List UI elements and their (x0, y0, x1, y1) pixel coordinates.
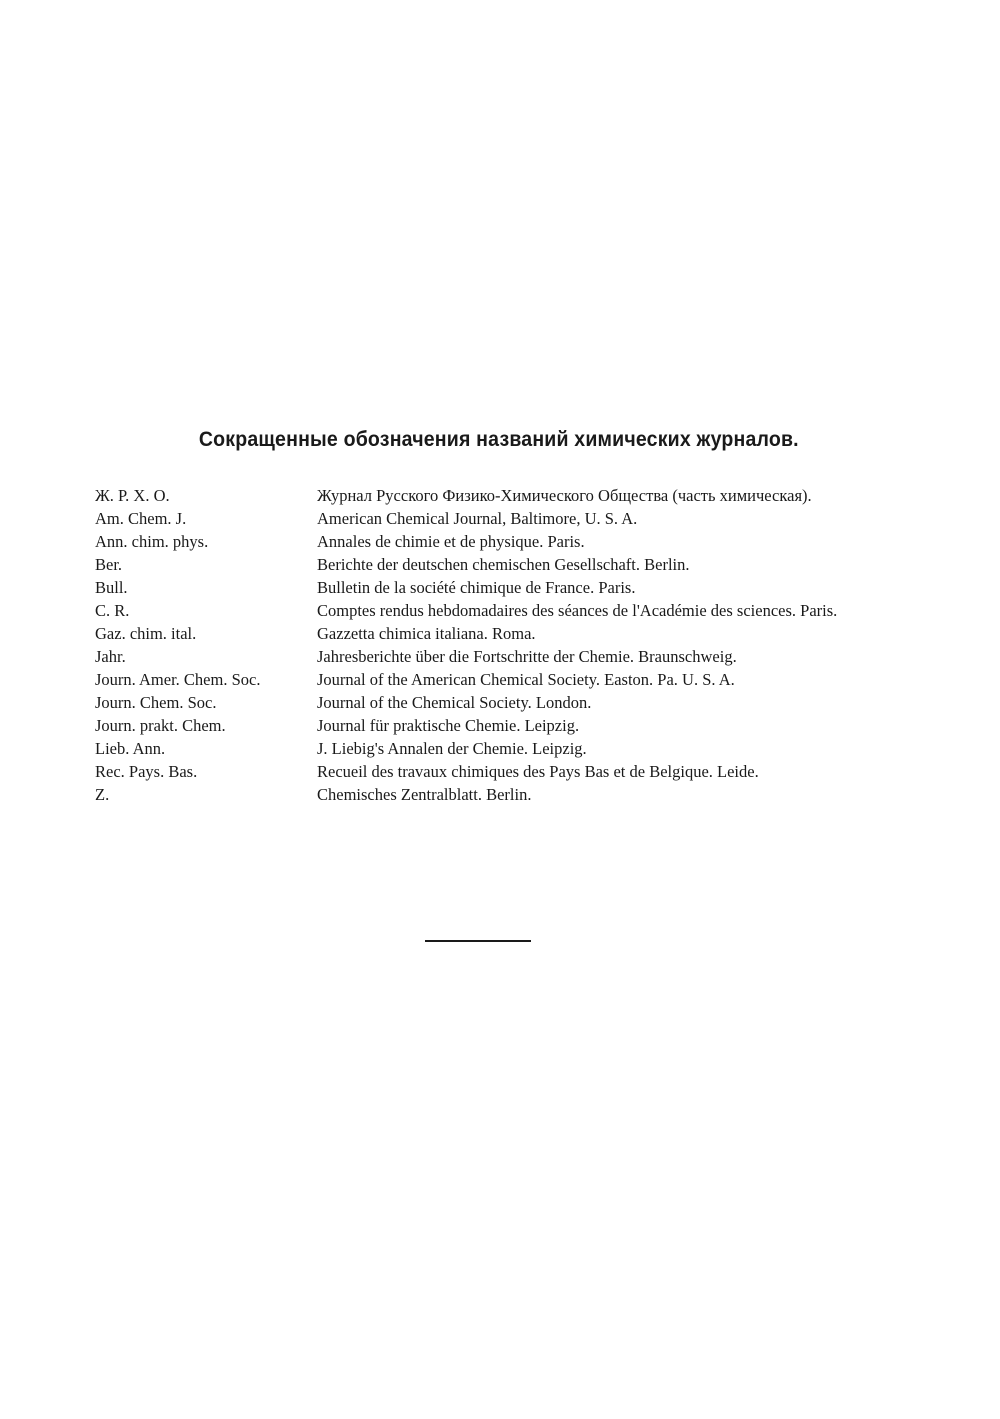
abbreviation: C. R. (95, 601, 130, 620)
list-item (95, 668, 870, 691)
journal-name: Chemisches Zentralblatt. Berlin. (317, 785, 532, 804)
journal-name: Journal of the American Chemical Society. Easton. Pa. U. S. A. (317, 670, 735, 689)
abbreviation: Journ. Amer. Chem. Soc. (95, 670, 261, 689)
list-item (95, 760, 870, 783)
abbreviation: Am. Chem. J. (95, 509, 187, 528)
list-item (95, 714, 870, 737)
journal-name: Bulletin de la société chimique de France. Paris. (317, 578, 636, 597)
list-item (95, 783, 870, 806)
abbreviation: Rec. Pays. Bas. (95, 762, 198, 781)
list-item (95, 576, 870, 599)
list-item (95, 622, 870, 645)
abbreviation: Ber. (95, 555, 123, 574)
list-item (95, 553, 870, 576)
abbreviation: Ann. chim. phys. (95, 532, 209, 551)
abbreviation: Journ. Chem. Soc. (95, 693, 217, 712)
journal-name: J. Liebig's Annalen der Chemie. Leipzig. (317, 739, 587, 758)
abbreviation: Lieb. Ann. (95, 739, 166, 758)
list-item (95, 691, 870, 714)
journal-name: Jahresberichte über die Fortschritte der Chemie. Braunschweig. (317, 647, 737, 666)
list-item (95, 599, 870, 622)
journal-name: Journal für praktische Chemie. Leipzig. (317, 716, 580, 735)
page-title: Сокращенные обозначения названий химических журналов. (198, 428, 799, 451)
abbreviation: Z. (95, 785, 110, 804)
abbreviation: Jahr. (95, 647, 126, 666)
list-item (95, 530, 870, 553)
abbreviation: Ж. Р. Х. О. (95, 486, 170, 505)
list-item (95, 484, 870, 507)
journal-name: Comptes rendus hebdomadaires des séances de l'Académie des sciences. Paris. (317, 601, 838, 620)
journal-name: Annales de chimie et de physique. Paris. (317, 532, 585, 551)
abbreviation-list (95, 484, 870, 806)
journal-name: Berichte der deutschen chemischen Gesellschaft. Berlin. (317, 555, 690, 574)
abbreviation: Journ. prakt. Chem. (95, 716, 226, 735)
list-item (95, 507, 870, 530)
journal-name: Journal of the Chemical Society. London. (317, 693, 592, 712)
list-item (95, 737, 870, 760)
list-item (95, 645, 870, 668)
journal-name: Recueil des travaux chimiques des Pays Bas et de Belgique. Leide. (317, 762, 759, 781)
abbreviation: Gaz. chim. ital. (95, 624, 197, 643)
journal-name: American Chemical Journal, Baltimore, U. S. A. (317, 509, 638, 528)
closing-rule (425, 940, 531, 942)
journal-name: Gazzetta chimica italiana. Roma. (317, 624, 536, 643)
abbreviation: Bull. (95, 578, 128, 597)
journal-name: Журнал Русского Физико-Химического Общества (часть химическая). (317, 486, 812, 505)
